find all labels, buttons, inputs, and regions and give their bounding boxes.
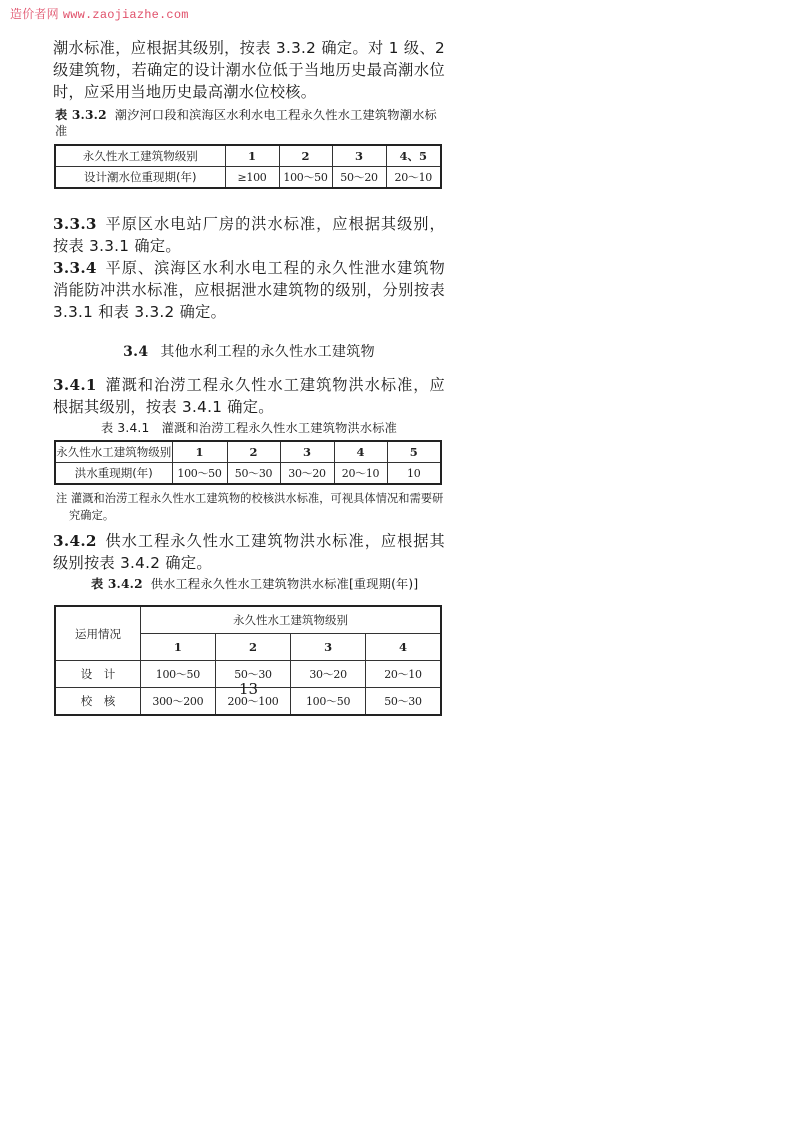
table-342 (54, 605, 442, 716)
table-cell: 100～50 (172, 463, 227, 485)
table-row (55, 463, 441, 485)
table-cell: 30～20 (291, 661, 366, 688)
table-cell: 50～30 (227, 463, 280, 485)
intro-paragraph: 潮水标准，应根据其级别，按表 3.3.2 确定。对 1 级、2 级建筑物，若确定的设计潮水位低于当地历史最高潮水位时，应采用当地历史最高潮水位校核。 (53, 39, 445, 101)
table-cell: 1 (225, 145, 279, 167)
table-cell-label: 校 核 (55, 688, 141, 716)
table-cell: 20～10 (365, 661, 441, 688)
clause-333-number: 3.3.3 (53, 215, 97, 233)
table-332-number: 表 3.3.2 (55, 108, 107, 122)
table-cell: 100～50 (279, 167, 332, 189)
table-341-number: 表 3.4.1 (100, 421, 150, 435)
clause-341 (53, 374, 445, 418)
table-cell-label: 永久性水工建筑物级别 (55, 145, 225, 167)
section-3-4-heading (53, 341, 445, 361)
clause-341-number: 3.4.1 (53, 376, 97, 394)
table-cell: 4、5 (386, 145, 441, 167)
table-cell-label: 洪水重现期(年) (55, 463, 172, 485)
table-row (55, 167, 441, 189)
table-332-title: 潮汐河口段和滨海区水利水电工程永久性水工建筑物潮水标准 (55, 108, 437, 138)
table-332 (54, 144, 442, 189)
table-cell: 100～50 (291, 688, 366, 716)
table-cell-label: 设计潮水位重现期(年) (55, 167, 225, 189)
table-row (55, 145, 441, 167)
section-3-4-number: 3.4 (123, 344, 149, 360)
table-level-header: 4 (365, 634, 441, 661)
table-cell: 4 (334, 441, 387, 463)
table-342-number: 表 3.4.2 (91, 577, 143, 591)
table-level-header: 3 (291, 634, 366, 661)
clause-342-text: 供水工程永久性水工建筑物洪水标准，应根据其级别按表 3.4.2 确定。 (53, 532, 445, 572)
table-row-header: 运用情况 (55, 606, 141, 661)
table-341-caption (53, 420, 445, 436)
table-row (55, 441, 441, 463)
section-3-4-title: 其他水利工程的永久性水工建筑物 (160, 344, 375, 360)
table-341-note: 注 灌溉和治涝工程永久性水工建筑物的校核洪水标准，可视具体情况和需要研究确定。 (56, 492, 444, 522)
table-cell-label: 永久性水工建筑物级别 (55, 441, 172, 463)
table-cell: 5 (387, 441, 441, 463)
table-cell: 30～20 (280, 463, 334, 485)
table-header-row (55, 606, 441, 634)
table-cell: 2 (279, 145, 332, 167)
table-level-header: 2 (215, 634, 291, 661)
table-cell: 1 (172, 441, 227, 463)
table-341 (54, 440, 442, 485)
table-cell: 50～20 (332, 167, 386, 189)
table-cell: 20～10 (386, 167, 441, 189)
document-page (53, 37, 445, 716)
clause-341-text: 灌溉和治涝工程永久性水工建筑物洪水标准，应根据其级别，按表 3.4.1 确定。 (53, 376, 445, 416)
table-cell: 20～10 (334, 463, 387, 485)
table-cell: ≥100 (225, 167, 279, 189)
table-cell: 50～30 (365, 688, 441, 716)
table-group-header: 永久性水工建筑物级别 (141, 606, 441, 634)
table-cell: 10 (387, 463, 441, 485)
table-332-caption (53, 107, 445, 139)
table-342-caption (53, 576, 445, 592)
table-cell: 2 (227, 441, 280, 463)
watermark-url: www.zaojiazhe.com (62, 8, 189, 22)
clause-334 (53, 257, 445, 323)
table-cell: 300～200 (141, 688, 216, 716)
clause-333 (53, 213, 445, 257)
table-cell: 50～30 (215, 661, 291, 688)
table-cell: 100～50 (141, 661, 216, 688)
table-cell-label: 设 计 (55, 661, 141, 688)
clause-333-text: 平原区水电站厂房的洪水标准，应根据其级别，按表 3.3.1 确定。 (53, 215, 445, 255)
table-341-title: 灌溉和治涝工程永久性水工建筑物洪水标准 (161, 421, 398, 435)
table-cell: 200～100 (215, 688, 291, 716)
table-cell: 3 (280, 441, 334, 463)
table-cell: 3 (332, 145, 386, 167)
clause-334-number: 3.3.4 (53, 259, 97, 277)
table-level-header: 1 (141, 634, 216, 661)
table-342-title: 供水工程永久性水工建筑物洪水标准[重现期(年)] (150, 577, 419, 591)
clause-342-number: 3.4.2 (53, 532, 97, 550)
watermark-site-name: 造价者网 (10, 7, 59, 21)
watermark (10, 5, 189, 22)
clause-342 (53, 530, 445, 574)
clause-334-text: 平原、滨海区水利水电工程的永久性泄水建筑物消能防冲洪水标准，应根据泄水建筑物的级别，分别按表 3.3.1 和表 3.3.2 确定。 (53, 259, 445, 321)
page-number: 13 (239, 680, 259, 698)
